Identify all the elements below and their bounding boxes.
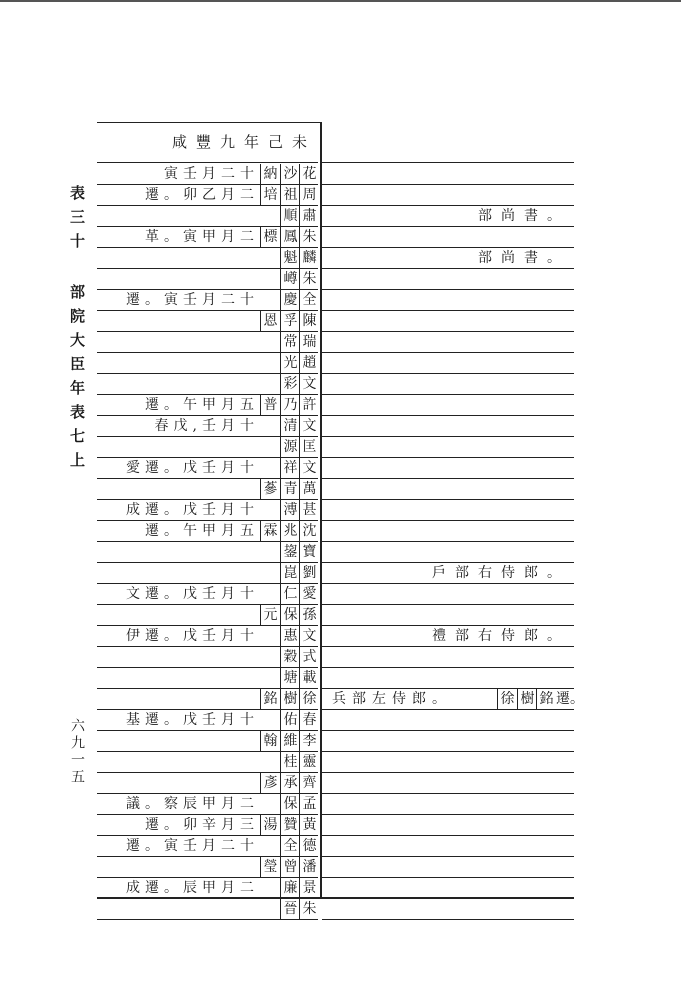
right-row: [322, 437, 574, 458]
bottom-rule: [97, 897, 574, 899]
name-char: 愛: [299, 584, 319, 604]
table-row: [97, 857, 318, 878]
name-char: 文: [299, 416, 319, 436]
right-row: [322, 269, 574, 290]
right-row: [322, 479, 574, 500]
right-row: [322, 416, 574, 437]
row-note: 伊遷。戊壬月十: [126, 628, 259, 644]
table-row: [97, 710, 318, 731]
side-title: 表三十 部院大臣年表七上: [68, 185, 86, 476]
table-row: [97, 500, 318, 521]
name-char: 徐: [299, 689, 319, 709]
table-row: [97, 479, 318, 500]
table-row: [97, 794, 318, 815]
name-char: 湯: [260, 815, 280, 835]
right-row: [322, 374, 574, 395]
right-note: 戶部右侍郎。: [432, 565, 570, 581]
table-row: [97, 206, 318, 227]
name-char: 霖: [260, 521, 280, 541]
name-char: 保: [280, 605, 300, 625]
table-row: [97, 353, 318, 374]
name-char: 朱: [299, 269, 319, 289]
name-char: 花: [299, 164, 319, 184]
right-row: [322, 458, 574, 479]
table-row: [97, 773, 318, 794]
name-char: 寶: [299, 542, 319, 562]
name-char: 蔘: [260, 479, 280, 499]
name-char: 文: [299, 374, 319, 394]
name-char: 乃: [280, 395, 300, 415]
table-row: [97, 248, 318, 269]
name-char: 全: [280, 836, 300, 856]
table-row: [97, 647, 318, 668]
right-row: [322, 584, 574, 605]
right-row: [322, 311, 574, 332]
right-row: [322, 815, 574, 836]
row-note: 革。寅甲月二: [145, 229, 259, 245]
name-char: 麟: [299, 248, 319, 268]
name-char: 青: [280, 479, 300, 499]
row-note: 遷。卯乙月二: [145, 187, 259, 203]
name-char: 翰: [260, 731, 280, 751]
right-row: [322, 857, 574, 878]
name-char: 祖: [280, 185, 300, 205]
table-row: [97, 437, 318, 458]
name-char: 鳳: [280, 227, 300, 247]
right-row: [322, 164, 574, 185]
right-row: [322, 836, 574, 857]
right-row: [322, 332, 574, 353]
name-char: 彩: [280, 374, 300, 394]
name-char: 孫: [299, 605, 319, 625]
right-row: [322, 878, 574, 899]
row-note: 基遷。戊壬月十: [126, 712, 259, 728]
name-char: 沙: [280, 164, 300, 184]
name-char: 彥: [260, 773, 280, 793]
right-row: [322, 731, 574, 752]
name-char: 納: [260, 164, 280, 184]
appointments-table: [97, 122, 318, 917]
table-row: [97, 164, 318, 185]
name-char: 祥: [280, 458, 300, 478]
name-char: 桂: [280, 752, 300, 772]
name-char: 樹: [280, 689, 300, 709]
name-char: 孟: [299, 794, 319, 814]
table-row: [97, 731, 318, 752]
right-note: 兵部左侍郎。: [332, 691, 452, 707]
name-char: 載: [299, 668, 319, 688]
name-char: 鋆: [280, 542, 300, 562]
right-row: [322, 899, 574, 920]
name-char: 承: [280, 773, 300, 793]
right-row: [322, 542, 574, 563]
name-char: 崑: [280, 563, 300, 583]
table-row: [97, 689, 318, 710]
name-char: 贊: [280, 815, 300, 835]
name-char: 惠: [280, 626, 300, 646]
row-note: 成遷。辰甲月二: [126, 880, 259, 896]
name-char: 徐: [497, 689, 517, 709]
right-row: [322, 227, 574, 248]
name-char: 嶟: [280, 269, 300, 289]
top-rule: [0, 0, 681, 2]
name-char: 樹: [517, 689, 537, 709]
row-note: 議。察辰甲月二: [126, 796, 259, 812]
name-char: 朱: [299, 227, 319, 247]
right-row: [322, 626, 574, 647]
row-note: 成遷。戊壬月十: [126, 502, 259, 518]
table-row: [97, 878, 318, 899]
row-note: 遷。寅壬月二十: [126, 838, 259, 854]
right-row: [322, 710, 574, 731]
row-note: 愛遷。戊壬月十: [126, 460, 259, 476]
right-row: [322, 605, 574, 626]
row-note: 遷。午甲月五: [145, 523, 259, 539]
name-char: 兆: [280, 521, 300, 541]
right-note: 部尚書。: [478, 250, 570, 266]
name-char: 溥: [280, 500, 300, 520]
name-char: 源: [280, 437, 300, 457]
right-row: [322, 395, 574, 416]
name-char: 齊: [299, 773, 319, 793]
name-char: 全: [299, 290, 319, 310]
name-char: 肅: [299, 206, 319, 226]
table-row: [97, 899, 318, 920]
name-char: 文: [299, 458, 319, 478]
table-row: [97, 584, 318, 605]
name-char: 潘: [299, 857, 319, 877]
table-row: [97, 836, 318, 857]
name-char: 曾: [280, 857, 300, 877]
name-char: 標: [260, 227, 280, 247]
name-char: 銘: [536, 689, 556, 709]
name-char: 文: [299, 626, 319, 646]
right-row: [322, 206, 574, 227]
row-note: 春戊,壬月十: [154, 418, 259, 434]
right-row: [322, 185, 574, 206]
table-row: [97, 290, 318, 311]
year-header-row: [97, 122, 318, 163]
name-char: 廉: [280, 878, 300, 898]
name-char: 維: [280, 731, 300, 751]
table-row: [97, 395, 318, 416]
table-row: [97, 332, 318, 353]
name-char: 普: [260, 395, 280, 415]
right-row: [322, 752, 574, 773]
table-row: [97, 626, 318, 647]
name-char: 黃: [299, 815, 319, 835]
table-row: [97, 815, 318, 836]
name-char: 順: [280, 206, 300, 226]
name-char: 春: [299, 710, 319, 730]
name-char: 匡: [299, 437, 319, 457]
table-row: [97, 752, 318, 773]
name-char: 穀: [280, 647, 300, 667]
name-char: 保: [280, 794, 300, 814]
name-char: 魁: [280, 248, 300, 268]
right-note: 部尚書。: [478, 208, 570, 224]
name-char: 陳: [299, 311, 319, 331]
right-row: [322, 122, 574, 163]
table-row: [97, 416, 318, 437]
table-row: [97, 542, 318, 563]
name-char: 周: [299, 185, 319, 205]
name-char: 許: [299, 395, 319, 415]
table-row: [97, 668, 318, 689]
right-row: [322, 290, 574, 311]
right-row: [322, 248, 574, 269]
right-note: 禮部右侍郎。: [432, 628, 570, 644]
right-row: [322, 773, 574, 794]
name-char: 德: [299, 836, 319, 856]
right-row: [322, 689, 584, 710]
name-char: 甚: [299, 500, 319, 520]
right-row: [322, 500, 574, 521]
name-char: 佑: [280, 710, 300, 730]
row-note: 遷。午甲月五: [145, 397, 259, 413]
name-char: 式: [299, 647, 319, 667]
name-char: 孚: [280, 311, 300, 331]
name-char: 李: [299, 731, 319, 751]
name-char: 趙: [299, 353, 319, 373]
name-char: 晉: [280, 899, 300, 919]
row-note: 遷。寅壬月二十: [126, 292, 259, 308]
right-row: [322, 353, 574, 374]
name-char: 瑞: [299, 332, 319, 352]
name-char: 清: [280, 416, 300, 436]
right-row: [322, 647, 574, 668]
name-char: 景: [299, 878, 319, 898]
name-char: 銘: [260, 689, 280, 709]
name-char: 瑩: [260, 857, 280, 877]
name-char: 光: [280, 353, 300, 373]
right-row: [322, 668, 574, 689]
row-note: 遷。卯辛月三: [145, 817, 259, 833]
table-row: [97, 185, 318, 206]
right-row: [322, 563, 574, 584]
name-char: 沈: [299, 521, 319, 541]
name-char: 培: [260, 185, 280, 205]
name-char: 劉: [299, 563, 319, 583]
year-header: 咸豐九年己未: [171, 133, 316, 151]
right-row: [322, 521, 574, 542]
table-row: [97, 521, 318, 542]
table-row: [97, 458, 318, 479]
name-char: 恩: [260, 311, 280, 331]
row-note: 寅壬月二十: [164, 166, 259, 182]
name-char: 塘: [280, 668, 300, 688]
name-char: 常: [280, 332, 300, 352]
right-row: [322, 794, 574, 815]
table-row: [97, 311, 318, 332]
table-row: [97, 227, 318, 248]
table-row: [97, 269, 318, 290]
name-char: 靈: [299, 752, 319, 772]
name-char: 慶: [280, 290, 300, 310]
right-status: 遷。: [556, 691, 584, 707]
name-char: 元: [260, 605, 280, 625]
table-row: [97, 374, 318, 395]
row-note: 文遷。戊壬月十: [126, 586, 259, 602]
table-row: [97, 605, 318, 626]
page-number: 六九一五: [69, 718, 85, 786]
name-char: 萬: [299, 479, 319, 499]
name-char: 朱: [299, 899, 319, 919]
name-char: 仁: [280, 584, 300, 604]
table-row: [97, 563, 318, 584]
